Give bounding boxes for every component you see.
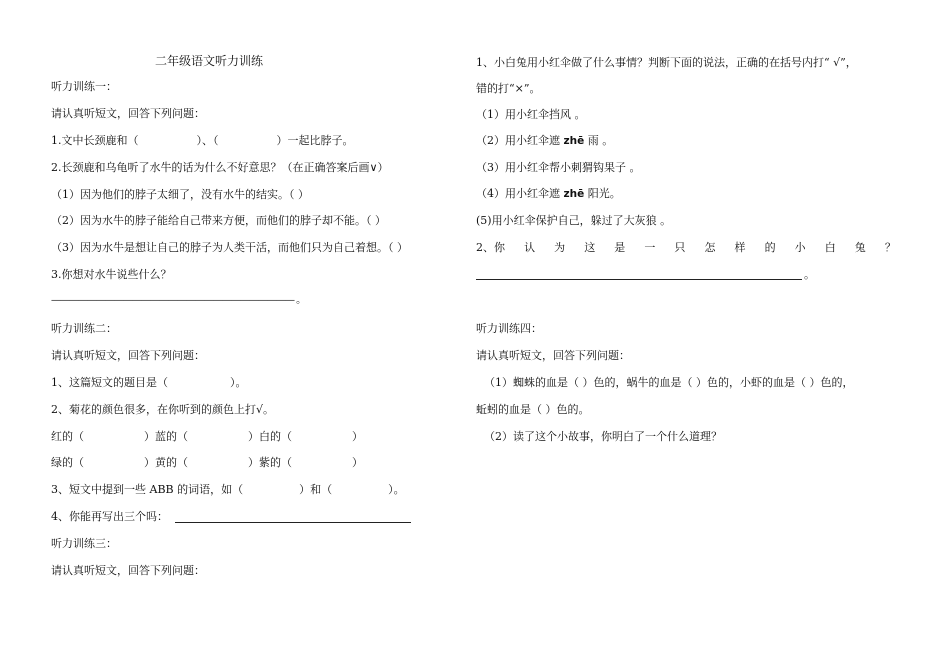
r-option2-pinyin: zhē — [563, 135, 585, 147]
section1-instruction: 请认真听短文，回答下列问题： — [51, 107, 205, 120]
r-q2-period: 。 — [804, 268, 815, 281]
section3-heading: 听力训练三： — [51, 537, 117, 550]
q2-char: 这 — [584, 241, 596, 254]
r-option4-pinyin: zhē — [563, 188, 585, 200]
section3-instruction: 请认真听短文，回答下列问题： — [51, 564, 205, 577]
q2-char: 兔 — [854, 241, 866, 254]
s4-question2: （2）读了这个小故事，你明白了一个什么道理？ — [484, 430, 722, 443]
q2-char: ？ — [884, 241, 896, 254]
r-option4-text-b: 阳光。 — [587, 187, 621, 200]
q2-char: 2、你 — [476, 241, 505, 254]
s1-question2: 2.长颈鹿和乌龟听了水牛的话为什么不好意思？（在正确答案后画∨） — [51, 161, 389, 174]
q2-char: 小 — [794, 241, 806, 254]
q2-char: 是 — [614, 241, 626, 254]
q2-char: 为 — [554, 241, 566, 254]
r-q2-answer-line[interactable] — [476, 279, 802, 280]
q2-char: 白 — [824, 241, 836, 254]
s2-q4-answer-line[interactable] — [175, 522, 411, 523]
section4-heading: 听力训练四： — [476, 322, 542, 335]
r-option1: （1）用小红伞挡风 。 — [476, 108, 586, 121]
color-yellow: ）黄的（ — [144, 456, 188, 469]
color-row2-close: ） — [352, 456, 363, 469]
color-green: 绿的（ — [51, 456, 84, 469]
r-option5: (5)用小红伞保护自己，躲过了大灰狼 。 — [476, 214, 672, 227]
section2-heading: 听力训练二： — [51, 322, 117, 335]
q2-char: 认 — [524, 241, 536, 254]
page-title: 二年级语文听力训练 — [155, 54, 264, 68]
section2-instruction: 请认真听短文，回答下列问题： — [51, 349, 205, 362]
s1-q1-part-c: ）一起比脖子。 — [276, 134, 354, 147]
s2-q3-part-c: ）。 — [388, 483, 405, 496]
q2-char: 只 — [674, 241, 686, 254]
s1-question3: 3.你想对水牛说些什么？ — [51, 268, 172, 281]
s1-q2-option1: （1）因为他们的脖子太细了，没有水牛的结实。（ ） — [51, 188, 309, 201]
color-white: ）白的（ — [248, 430, 292, 443]
q2-char: 怎 — [704, 241, 716, 254]
s2-q3-part-a: 3、短文中提到一些 ABB 的词语，如（ — [51, 483, 244, 496]
color-purple: ）紫的（ — [248, 456, 292, 469]
s4-question1-line2: 蚯蚓的血是（ ）色的。 — [476, 403, 590, 416]
s2-q1-part-b: ）。 — [230, 376, 247, 389]
r-option2-text-a: （2）用小红伞遮 — [476, 134, 560, 147]
s2-question3 — [51, 483, 405, 497]
s1-q2-option2: （2）因为水牛的脖子能给自己带来方便，而他们的脖子却不能。（ ） — [51, 214, 386, 227]
q2-char: 一 — [644, 241, 656, 254]
section1-heading: 听力训练一： — [51, 80, 117, 93]
s1-q1-part-b: ）、（ — [196, 134, 219, 147]
r-question1-line2: 错的打“×”。 — [476, 82, 541, 95]
s2-q3-part-b: ）和（ — [299, 483, 333, 496]
s2-q1-part-a: 1、这篇短文的题目是（ — [51, 376, 168, 389]
r-option2 — [476, 134, 613, 148]
s1-q3-answer-line: ——————————————————————————— 。 — [51, 295, 306, 306]
s2-question1 — [51, 376, 247, 390]
q2-char: 的 — [764, 241, 776, 254]
r-option4-text-a: （4）用小红伞遮 — [476, 187, 560, 200]
s1-q2-option3: （3）因为水牛是想让自己的脖子为人类干活，而他们只为自己着想。（ ） — [51, 241, 408, 254]
colors-row1 — [51, 430, 363, 444]
s2-question4: 4、你能再写出三个吗： — [51, 510, 168, 523]
r-option3: （3）用小红伞帮小刺猬钩果子 。 — [476, 161, 641, 174]
color-blue: ）蓝的（ — [144, 430, 188, 443]
r-question1-line1: 1、小白兔用小红伞做了什么事情？判断下面的说法，正确的在括号内打“ √”， — [476, 56, 857, 69]
section4-instruction: 请认真听短文，回答下列问题： — [476, 349, 630, 362]
r-option2-text-b: 雨 。 — [587, 134, 614, 147]
s2-question2: 2、菊花的颜色很多，在你听到的颜色上打√。 — [51, 403, 275, 416]
s4-question1-line1: （1）蜘蛛的血是（ ）色的，蜗牛的血是（ ）色的，小虾的血是（ ）色的， — [484, 376, 854, 389]
s1-question1 — [51, 134, 354, 148]
r-question2 — [476, 241, 896, 255]
q2-char: 样 — [734, 241, 746, 254]
colors-row2 — [51, 456, 363, 470]
r-option4 — [476, 187, 621, 201]
s1-q1-part-a: 1.文中长颈鹿和（ — [51, 134, 139, 147]
color-row1-close: ） — [352, 430, 363, 443]
color-red: 红的（ — [51, 430, 84, 443]
